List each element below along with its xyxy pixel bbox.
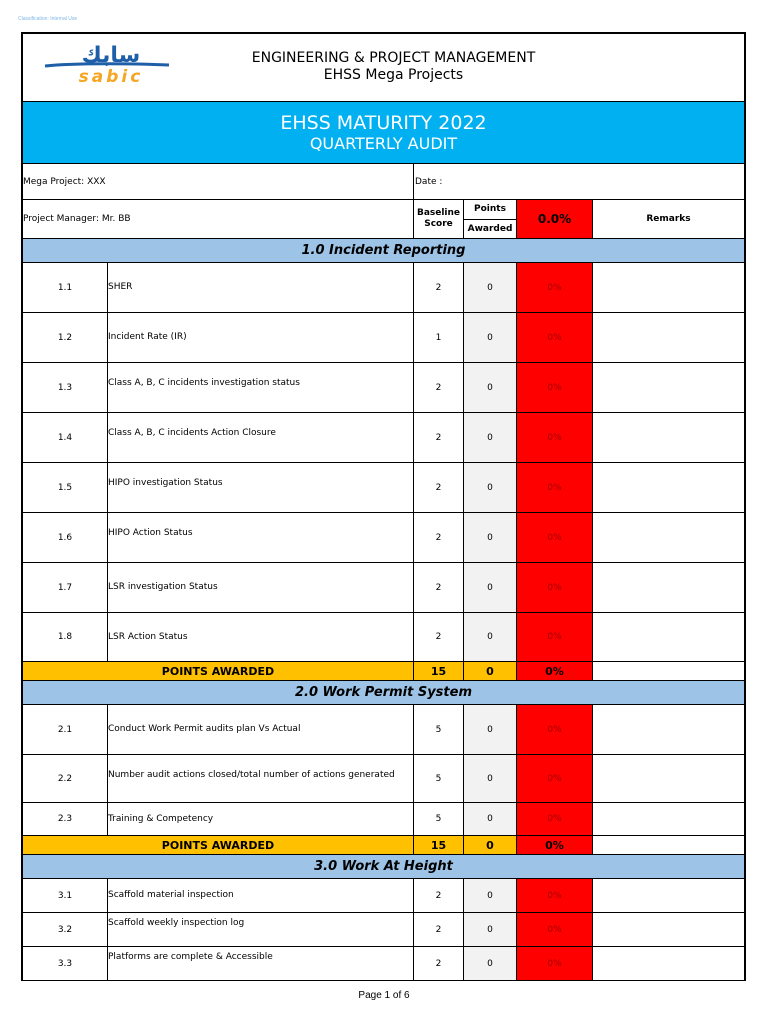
table-row xyxy=(23,463,744,513)
row-description: Class A, B, C incidents Action Closure xyxy=(107,413,413,462)
table-row xyxy=(23,413,744,463)
row-description: LSR Action Status xyxy=(107,613,413,661)
logo-arabic-text: سابك xyxy=(81,43,141,68)
row-awarded-input[interactable]: 0 xyxy=(463,879,516,912)
total-percent: 0% xyxy=(516,662,592,680)
row-awarded-input[interactable]: 0 xyxy=(463,513,516,562)
row-baseline: 2 xyxy=(413,913,463,946)
row-awarded-input[interactable]: 0 xyxy=(463,413,516,462)
row-remarks-input[interactable] xyxy=(592,613,744,661)
column-header-row xyxy=(23,200,744,239)
row-description: Scaffold material inspection xyxy=(107,879,413,912)
row-number: 1.3 xyxy=(57,382,73,393)
page-number: Page 1 of 6 xyxy=(358,990,410,1001)
baseline-header-line2: Score xyxy=(424,219,453,229)
points-header: Points xyxy=(474,204,506,215)
row-remarks-input[interactable] xyxy=(592,363,744,412)
row-number: 1.8 xyxy=(57,632,73,642)
table-row xyxy=(23,705,744,755)
header-title-line2: EHSS Mega Projects xyxy=(323,67,464,83)
row-percent: 0% xyxy=(516,913,592,946)
row-percent: 0% xyxy=(516,463,592,512)
row-description: HIPO investigation Status xyxy=(107,463,413,512)
row-remarks-input[interactable] xyxy=(592,947,744,980)
row-description: SHER xyxy=(107,263,413,312)
mega-project-field[interactable]: Mega Project: XXX xyxy=(23,176,106,187)
row-baseline: 2 xyxy=(413,563,463,612)
row-percent: 0% xyxy=(516,363,592,412)
total-awarded: 0 xyxy=(463,836,516,854)
row-baseline: 2 xyxy=(413,413,463,462)
baseline-score-header xyxy=(413,200,463,238)
table-row xyxy=(23,803,744,836)
total-baseline: 15 xyxy=(413,662,463,680)
banner-title: EHSS MATURITY 2022 xyxy=(280,112,487,134)
row-description: Scaffold weekly inspection log xyxy=(107,913,413,946)
total-baseline: 15 xyxy=(413,836,463,854)
row-remarks-input[interactable] xyxy=(592,755,744,802)
table-row xyxy=(23,513,744,563)
table-row xyxy=(23,947,744,981)
table-row xyxy=(23,263,744,313)
document-header xyxy=(23,34,744,102)
total-percent: 0% xyxy=(516,836,592,854)
info-row-project xyxy=(23,164,744,200)
row-percent: 0% xyxy=(516,755,592,802)
row-number: 3.3 xyxy=(57,958,73,969)
row-percent: 0% xyxy=(516,413,592,462)
logo-latin-text: sabic xyxy=(78,67,144,84)
row-awarded-input[interactable]: 0 xyxy=(463,313,516,362)
total-remarks xyxy=(592,662,744,680)
row-awarded-input[interactable]: 0 xyxy=(463,613,516,661)
row-description: HIPO Action Status xyxy=(107,513,413,562)
row-baseline: 5 xyxy=(413,755,463,802)
table-row xyxy=(23,613,744,662)
row-awarded-input[interactable]: 0 xyxy=(463,563,516,612)
section-header-work-permit-system: 2.0 Work Permit System xyxy=(23,681,744,705)
row-remarks-input[interactable] xyxy=(592,913,744,946)
project-manager-field[interactable]: Project Manager: Mr. BB xyxy=(23,214,131,224)
remarks-header: Remarks xyxy=(592,200,744,238)
section-header-work-at-height: 3.0 Work At Height xyxy=(23,855,744,879)
row-number: 1.1 xyxy=(57,282,73,293)
row-description: Training & Competency xyxy=(107,803,413,835)
overall-percent-header: 0.0% xyxy=(516,200,592,238)
row-number: 1.5 xyxy=(57,482,73,493)
total-remarks xyxy=(592,836,744,854)
row-percent: 0% xyxy=(516,947,592,980)
row-number: 2.1 xyxy=(57,724,73,735)
row-percent: 0% xyxy=(516,313,592,362)
row-number: 1.7 xyxy=(57,582,73,593)
points-awarded-row xyxy=(23,836,744,855)
row-awarded-input[interactable]: 0 xyxy=(463,705,516,754)
table-row xyxy=(23,563,744,613)
row-description: Platforms are complete & Accessible xyxy=(107,947,413,980)
table-row xyxy=(23,363,744,413)
row-awarded-input[interactable]: 0 xyxy=(463,913,516,946)
header-title xyxy=(193,50,594,84)
row-remarks-input[interactable] xyxy=(592,563,744,612)
row-baseline: 2 xyxy=(413,947,463,980)
row-percent: 0% xyxy=(516,803,592,835)
row-percent: 0% xyxy=(516,613,592,661)
row-description: Class A, B, C incidents investigation status xyxy=(107,363,413,412)
row-number: 1.2 xyxy=(57,332,73,343)
row-awarded-input[interactable]: 0 xyxy=(463,947,516,980)
row-number: 3.1 xyxy=(57,890,73,901)
row-awarded-input[interactable]: 0 xyxy=(463,463,516,512)
row-remarks-input[interactable] xyxy=(592,705,744,754)
row-percent: 0% xyxy=(516,705,592,754)
row-remarks-input[interactable] xyxy=(592,263,744,312)
row-number: 3.2 xyxy=(57,924,73,935)
row-description: Incident Rate (IR) xyxy=(107,313,413,362)
row-remarks-input[interactable] xyxy=(592,513,744,562)
row-remarks-input[interactable] xyxy=(592,463,744,512)
row-remarks-input[interactable] xyxy=(592,803,744,835)
row-number: 2.2 xyxy=(57,773,73,784)
table-row xyxy=(23,755,744,803)
row-number: 1.6 xyxy=(57,532,73,543)
section-header-incident-reporting: 1.0 Incident Reporting xyxy=(23,239,744,263)
row-percent: 0% xyxy=(516,563,592,612)
row-baseline: 1 xyxy=(413,313,463,362)
total-label: POINTS AWARDED xyxy=(23,836,413,854)
row-baseline: 5 xyxy=(413,705,463,754)
banner-subtitle: QUARTERLY AUDIT xyxy=(309,134,458,153)
row-remarks-input[interactable] xyxy=(592,879,744,912)
date-field[interactable]: Date : xyxy=(413,164,744,199)
row-baseline: 2 xyxy=(413,879,463,912)
row-baseline: 2 xyxy=(413,363,463,412)
row-awarded-input[interactable]: 0 xyxy=(463,363,516,412)
table-row xyxy=(23,913,744,947)
row-remarks-input[interactable] xyxy=(592,313,744,362)
row-number: 1.4 xyxy=(57,432,73,443)
row-baseline: 2 xyxy=(413,263,463,312)
points-awarded-header xyxy=(463,200,516,238)
row-percent: 0% xyxy=(516,879,592,912)
header-title-line1: ENGINEERING & PROJECT MANAGEMENT xyxy=(251,50,536,66)
row-baseline: 2 xyxy=(413,463,463,512)
points-awarded-row xyxy=(23,662,744,681)
sabic-logo xyxy=(43,42,173,84)
row-percent: 0% xyxy=(516,513,592,562)
row-description: LSR investigation Status xyxy=(107,563,413,612)
row-number: 2.3 xyxy=(57,814,73,824)
total-awarded: 0 xyxy=(463,662,516,680)
baseline-header-line1: Baseline xyxy=(416,208,461,218)
total-label: POINTS AWARDED xyxy=(23,662,413,680)
row-baseline: 2 xyxy=(413,513,463,562)
row-awarded-input[interactable]: 0 xyxy=(463,755,516,802)
row-awarded-input[interactable]: 0 xyxy=(463,803,516,835)
row-percent: 0% xyxy=(516,263,592,312)
audit-sheet xyxy=(21,32,746,981)
row-baseline: 5 xyxy=(413,803,463,835)
table-row xyxy=(23,879,744,913)
classification-label: Classification: Internal Use xyxy=(18,16,78,22)
row-baseline: 2 xyxy=(413,613,463,661)
row-awarded-input[interactable]: 0 xyxy=(463,263,516,312)
title-banner xyxy=(23,102,744,164)
row-description: Conduct Work Permit audits plan Vs Actual xyxy=(107,705,413,754)
row-remarks-input[interactable] xyxy=(592,413,744,462)
table-row xyxy=(23,313,744,363)
awarded-header: Awarded xyxy=(464,219,516,239)
row-description: Number audit actions closed/total number of actions generated xyxy=(107,755,413,802)
